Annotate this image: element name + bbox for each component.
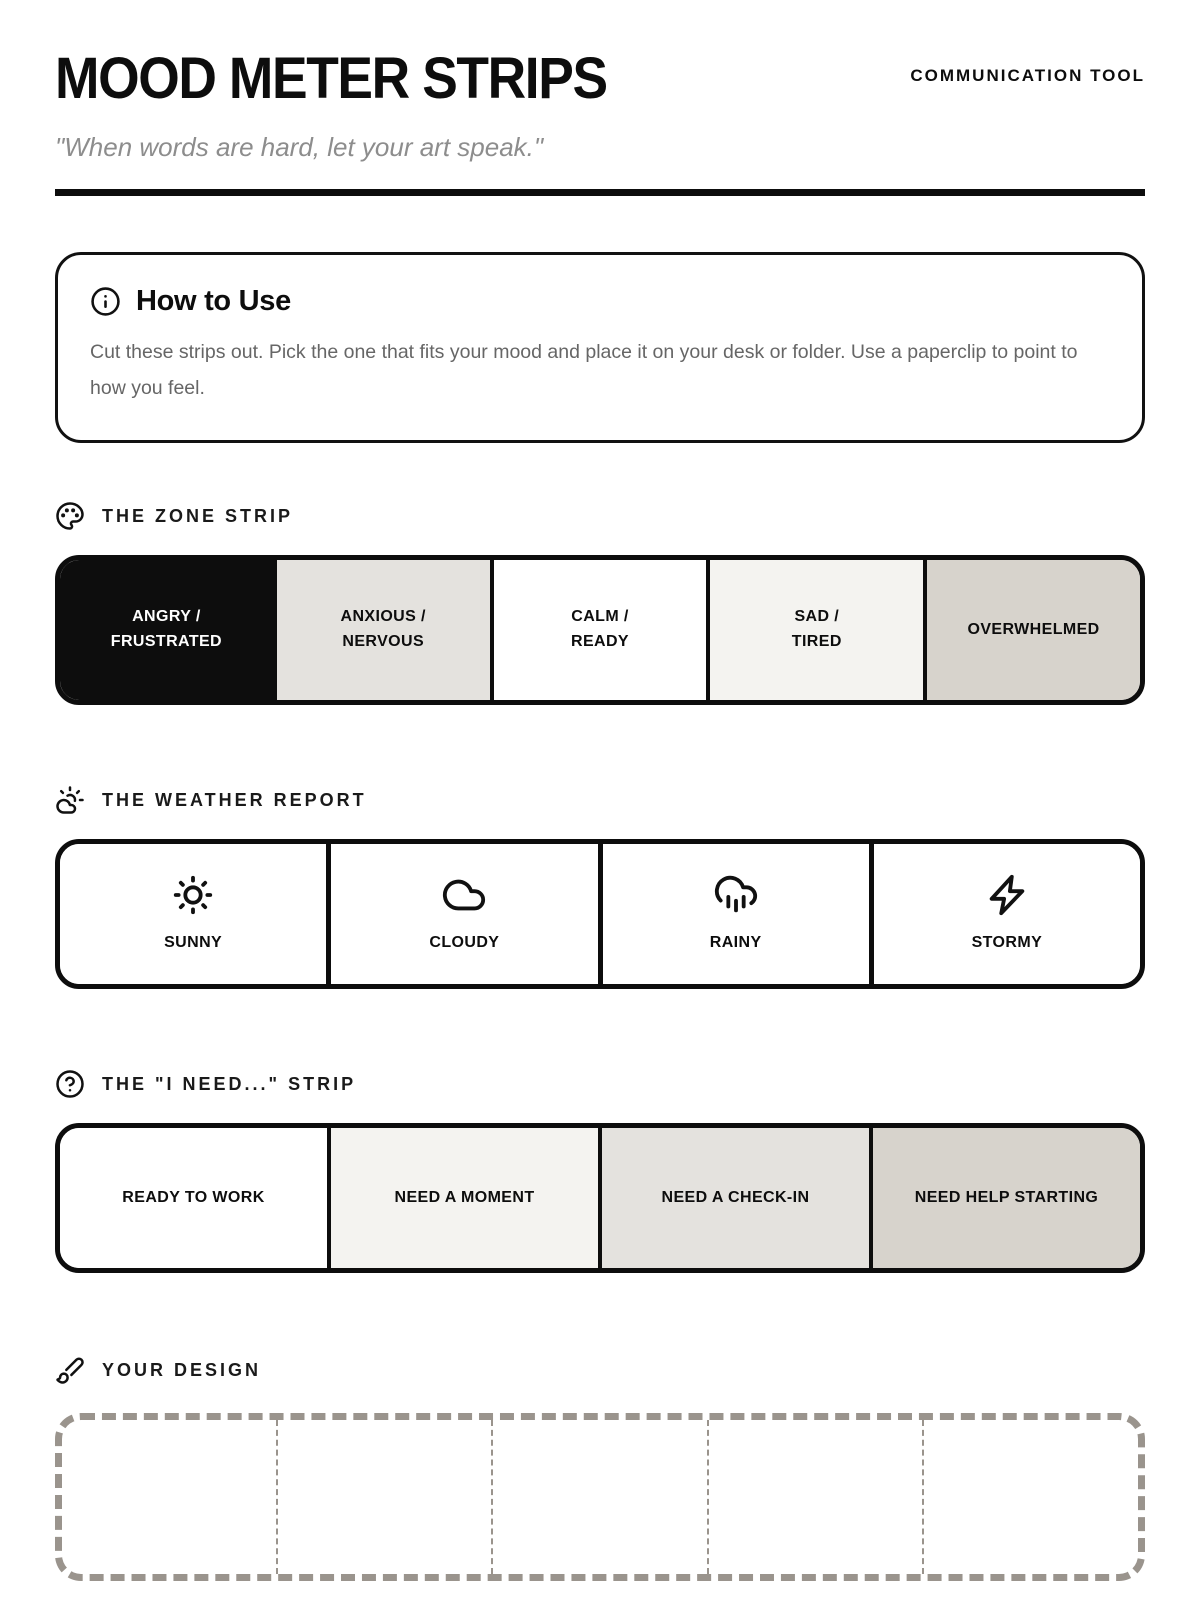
your-design-strip bbox=[55, 1413, 1145, 1581]
cloud-rain-icon bbox=[713, 872, 759, 918]
need-cell-label: READY TO WORK bbox=[122, 1188, 265, 1206]
i-need-strip bbox=[55, 1123, 1145, 1273]
design-section-header bbox=[55, 1355, 1145, 1385]
design-blank-cell bbox=[278, 1420, 494, 1574]
weather-cell-sunny bbox=[60, 844, 331, 984]
design-blank-cell bbox=[709, 1420, 925, 1574]
zone-section-label: THE ZONE STRIP bbox=[102, 505, 294, 526]
zone-section-header bbox=[55, 501, 1145, 531]
info-icon bbox=[90, 286, 121, 317]
weather-cell-label: RAINY bbox=[709, 934, 762, 952]
weather-cell-cloudy bbox=[331, 844, 602, 984]
zone-cell-label: ANXIOUS / NERVOUS bbox=[340, 608, 426, 651]
page-title: MOOD METER STRIPS bbox=[55, 46, 607, 111]
need-cell-label: NEED A CHECK-IN bbox=[661, 1188, 810, 1206]
tool-tag: COMMUNICATION TOOL bbox=[910, 66, 1145, 85]
header bbox=[55, 46, 1145, 111]
weather-strip bbox=[55, 839, 1145, 989]
zone-cell-label: SAD / TIRED bbox=[791, 608, 842, 651]
sun-icon bbox=[170, 872, 216, 918]
zone-cell-calm-ready bbox=[494, 560, 711, 700]
need-section-header bbox=[55, 1069, 1145, 1099]
weather-cell-rainy bbox=[603, 844, 874, 984]
zone-cell-label: OVERWHELMED bbox=[967, 620, 1100, 638]
tagline-quote: "When words are hard, let your art speak." bbox=[55, 132, 544, 162]
how-to-use-card bbox=[55, 252, 1145, 443]
need-cell-ready-to-work bbox=[60, 1128, 331, 1268]
design-section-label: YOUR DESIGN bbox=[102, 1359, 262, 1380]
zone-cell-angry-frustrated bbox=[60, 560, 277, 700]
cloud-sun-icon bbox=[55, 785, 85, 815]
need-cell-need-help-starting bbox=[873, 1128, 1140, 1268]
need-cell-label: NEED HELP STARTING bbox=[914, 1188, 1099, 1206]
zone-cell-sad-tired bbox=[710, 560, 927, 700]
zone-cell-label: CALM / READY bbox=[570, 608, 629, 651]
design-blank-cell bbox=[493, 1420, 709, 1574]
weather-cell-label: STORMY bbox=[971, 934, 1043, 952]
design-blank-cell bbox=[62, 1420, 278, 1574]
help-circle-icon bbox=[55, 1069, 85, 1099]
weather-report-section bbox=[55, 785, 1145, 989]
cloud-icon bbox=[441, 872, 487, 918]
zone-cell-anxious-nervous bbox=[277, 560, 494, 700]
zone-cell-overwhelmed bbox=[927, 560, 1140, 700]
weather-cell-label: CLOUDY bbox=[429, 934, 500, 952]
how-to-use-body: Cut these strips out. Pick the one that fits your mood and place it on your desk or folder. Use a paperclip to point to how you feel. bbox=[90, 341, 1078, 400]
need-section-label: THE "I NEED..." STRIP bbox=[102, 1073, 357, 1094]
weather-section-header bbox=[55, 785, 1145, 815]
how-to-use-header bbox=[90, 285, 1110, 318]
weather-cell-label: SUNNY bbox=[164, 934, 223, 952]
weather-cell-stormy bbox=[874, 844, 1140, 984]
palette-icon bbox=[55, 501, 85, 531]
design-blank-cell bbox=[924, 1420, 1138, 1574]
header-divider bbox=[55, 189, 1145, 196]
zone-strip bbox=[55, 555, 1145, 705]
paintbrush-icon bbox=[55, 1355, 85, 1385]
zone-cell-label: ANGRY / FRUSTRATED bbox=[110, 608, 223, 651]
need-cell-label: NEED A MOMENT bbox=[394, 1188, 535, 1206]
zone-strip-section bbox=[55, 501, 1145, 705]
need-cell-need-a-moment bbox=[331, 1128, 602, 1268]
your-design-section bbox=[55, 1355, 1145, 1581]
weather-section-label: THE WEATHER REPORT bbox=[102, 789, 367, 810]
i-need-strip-section bbox=[55, 1069, 1145, 1273]
need-cell-need-a-check-in bbox=[602, 1128, 873, 1268]
how-to-use-title: How to Use bbox=[136, 285, 291, 317]
lightning-icon bbox=[984, 872, 1030, 918]
